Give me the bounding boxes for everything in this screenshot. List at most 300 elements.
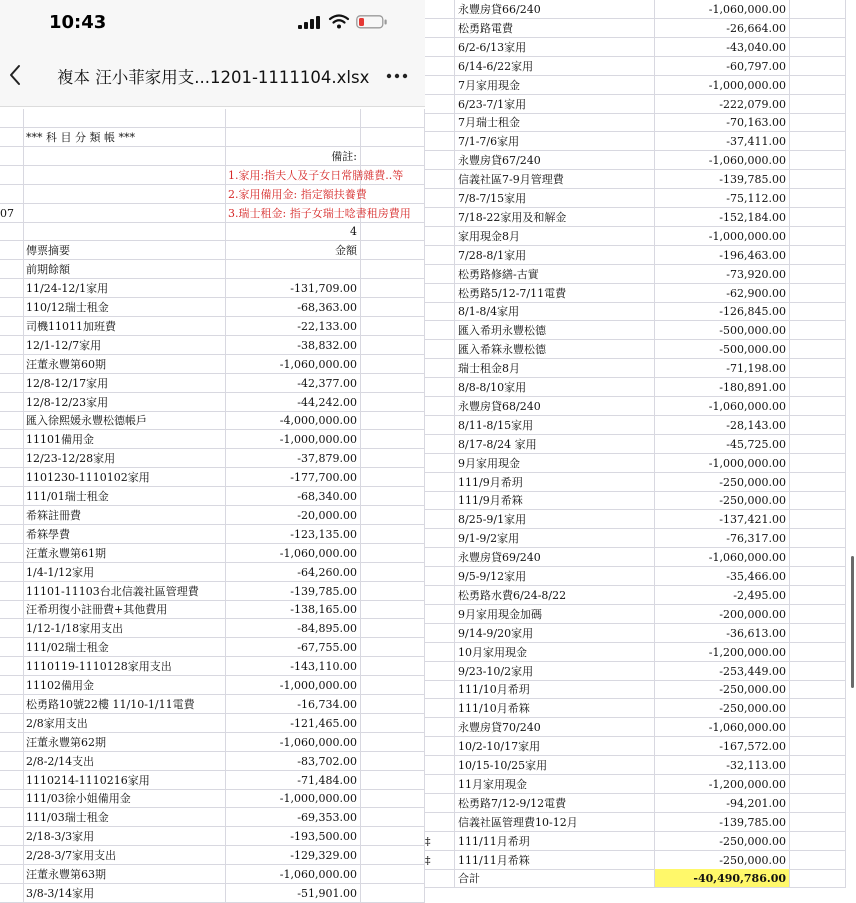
grid-cell[interactable] bbox=[790, 416, 846, 435]
grid-cell[interactable] bbox=[425, 0, 455, 19]
column-header-summary[interactable]: 傳票摘要 bbox=[24, 241, 226, 260]
grid-cell[interactable] bbox=[361, 827, 425, 846]
entry-summary[interactable]: 松勇路電費 bbox=[455, 19, 655, 38]
entry-summary[interactable]: 永豐房貸70/240 bbox=[455, 718, 655, 737]
grid-cell[interactable] bbox=[425, 170, 455, 189]
entry-summary[interactable]: 111/9月希玥 bbox=[455, 473, 655, 492]
grid-cell[interactable] bbox=[0, 468, 24, 487]
entry-amount[interactable]: -1,000,000.00 bbox=[655, 454, 790, 473]
entry-summary[interactable]: 1110119-1110128家用支出 bbox=[24, 657, 226, 676]
entry-summary[interactable]: 9/14-9/20家用 bbox=[455, 624, 655, 643]
entry-amount[interactable]: -73,920.00 bbox=[655, 265, 790, 284]
entry-amount[interactable]: -250,000.00 bbox=[655, 832, 790, 851]
entry-summary[interactable]: 永豐房貸66/240 bbox=[455, 0, 655, 19]
entry-summary[interactable]: 111/11月希玥 bbox=[455, 832, 655, 851]
entry-summary[interactable]: 2/8家用支出 bbox=[24, 714, 226, 733]
entry-summary[interactable]: 6/14-6/22家用 bbox=[455, 57, 655, 76]
entry-amount[interactable]: -44,242.00 bbox=[226, 393, 361, 412]
entry-amount[interactable]: -68,363.00 bbox=[226, 298, 361, 317]
entry-summary[interactable]: 家用現金8月 bbox=[455, 227, 655, 246]
entry-summary[interactable]: 汪董永豐第63期 bbox=[24, 865, 226, 884]
grid-cell[interactable] bbox=[24, 147, 226, 166]
grid-cell[interactable] bbox=[425, 813, 455, 832]
grid-cell[interactable] bbox=[361, 619, 425, 638]
grid-cell[interactable] bbox=[425, 132, 455, 151]
grid-cell[interactable] bbox=[0, 241, 24, 260]
entry-summary[interactable]: 110/12瑞士租金 bbox=[24, 298, 226, 317]
grid-cell[interactable] bbox=[425, 95, 455, 114]
grid-cell[interactable] bbox=[790, 510, 846, 529]
entry-amount[interactable]: -177,700.00 bbox=[226, 468, 361, 487]
entry-summary[interactable]: 匯入希箖永豐松德 bbox=[455, 340, 655, 359]
grid-cell[interactable] bbox=[790, 491, 846, 510]
grid-cell[interactable] bbox=[361, 544, 425, 563]
entry-amount[interactable]: -76,317.00 bbox=[655, 529, 790, 548]
entry-amount[interactable]: -250,000.00 bbox=[655, 491, 790, 510]
grid-cell[interactable] bbox=[425, 397, 455, 416]
grid-cell[interactable] bbox=[425, 548, 455, 567]
entry-summary[interactable]: 12/1-12/7家用 bbox=[24, 336, 226, 355]
grid-cell[interactable] bbox=[790, 340, 846, 359]
grid-cell[interactable] bbox=[425, 699, 455, 718]
entry-amount[interactable]: -45,725.00 bbox=[655, 435, 790, 454]
grid-cell[interactable] bbox=[425, 113, 455, 132]
grid-cell[interactable] bbox=[361, 449, 425, 468]
entry-summary[interactable]: 1101230-1110102家用 bbox=[24, 468, 226, 487]
entry-amount[interactable]: -1,200,000.00 bbox=[655, 643, 790, 662]
entry-summary[interactable]: 12/8-12/17家用 bbox=[24, 374, 226, 393]
grid-cell[interactable] bbox=[361, 241, 425, 260]
entry-summary[interactable]: 2/18-3/3家用 bbox=[24, 827, 226, 846]
grid-cell[interactable] bbox=[0, 771, 24, 790]
entry-amount[interactable]: -1,060,000.00 bbox=[226, 865, 361, 884]
entry-amount[interactable]: -222,079.00 bbox=[655, 95, 790, 114]
grid-cell[interactable] bbox=[790, 869, 846, 888]
entry-amount[interactable]: -16,734.00 bbox=[226, 695, 361, 714]
entry-summary[interactable]: 汪希玥復小註冊費+其他費用 bbox=[24, 600, 226, 619]
grid-cell[interactable] bbox=[361, 185, 425, 204]
entry-amount[interactable]: -37,879.00 bbox=[226, 449, 361, 468]
grid-cell[interactable] bbox=[790, 76, 846, 95]
grid-cell[interactable] bbox=[361, 752, 425, 771]
grid-cell[interactable] bbox=[0, 808, 24, 827]
grid-cell[interactable] bbox=[0, 733, 24, 752]
entry-summary[interactable]: 司機11011加班費 bbox=[24, 317, 226, 336]
grid-cell[interactable] bbox=[425, 302, 455, 321]
grid-cell[interactable] bbox=[0, 109, 24, 128]
entry-amount[interactable]: -1,060,000.00 bbox=[655, 718, 790, 737]
grid-cell[interactable] bbox=[425, 265, 455, 284]
entry-amount[interactable]: -1,000,000.00 bbox=[226, 676, 361, 695]
entry-summary[interactable]: 9/23-10/2家用 bbox=[455, 662, 655, 681]
entry-summary[interactable]: 6/23-7/1家用 bbox=[455, 95, 655, 114]
grid-cell[interactable] bbox=[790, 378, 846, 397]
grid-cell[interactable] bbox=[425, 208, 455, 227]
entry-summary[interactable]: 汪董永豐第60期 bbox=[24, 355, 226, 374]
grid-cell[interactable] bbox=[790, 794, 846, 813]
grid-cell[interactable] bbox=[790, 851, 846, 870]
entry-amount[interactable]: -139,785.00 bbox=[655, 813, 790, 832]
entry-summary[interactable]: 松勇路7/12-9/12電費 bbox=[455, 794, 655, 813]
entry-amount[interactable]: -28,143.00 bbox=[655, 416, 790, 435]
entry-summary[interactable]: 松勇路10號22樓 11/10-1/11電費 bbox=[24, 695, 226, 714]
grid-cell[interactable] bbox=[0, 582, 24, 601]
entry-summary[interactable]: 瑞士租金8月 bbox=[455, 359, 655, 378]
grid-cell[interactable] bbox=[0, 449, 24, 468]
grid-cell[interactable] bbox=[790, 208, 846, 227]
grid-cell[interactable] bbox=[425, 189, 455, 208]
entry-amount[interactable]: -123,135.00 bbox=[226, 525, 361, 544]
grid-cell[interactable] bbox=[790, 473, 846, 492]
grid-cell[interactable] bbox=[0, 619, 24, 638]
grid-cell[interactable] bbox=[361, 128, 425, 147]
entry-amount[interactable]: -1,060,000.00 bbox=[226, 544, 361, 563]
entry-summary[interactable]: 10/2-10/17家用 bbox=[455, 737, 655, 756]
grid-cell[interactable] bbox=[361, 298, 425, 317]
grid-cell[interactable] bbox=[425, 624, 455, 643]
entry-summary[interactable]: 8/1-8/4家用 bbox=[455, 302, 655, 321]
entry-amount[interactable]: -1,060,000.00 bbox=[655, 0, 790, 19]
grid-cell[interactable] bbox=[24, 109, 226, 128]
grid-cell[interactable] bbox=[790, 756, 846, 775]
total-value[interactable]: -40,490,786.00 bbox=[655, 869, 790, 888]
grid-cell[interactable] bbox=[425, 794, 455, 813]
grid-cell[interactable] bbox=[0, 411, 24, 430]
entry-amount[interactable]: -67,755.00 bbox=[226, 638, 361, 657]
entry-summary[interactable]: 111/01瑞士租金 bbox=[24, 487, 226, 506]
grid-cell[interactable] bbox=[790, 265, 846, 284]
entry-summary[interactable]: 11101-11103台北信義社區管理費 bbox=[24, 582, 226, 601]
entry-amount[interactable]: -500,000.00 bbox=[655, 321, 790, 340]
entry-amount[interactable]: -143,110.00 bbox=[226, 657, 361, 676]
entry-amount[interactable]: -1,060,000.00 bbox=[226, 355, 361, 374]
grid-cell[interactable] bbox=[361, 525, 425, 544]
entry-amount[interactable]: -64,260.00 bbox=[226, 563, 361, 582]
entry-amount[interactable]: -71,198.00 bbox=[655, 359, 790, 378]
grid-cell[interactable] bbox=[361, 846, 425, 865]
entry-summary[interactable]: 6/2-6/13家用 bbox=[455, 38, 655, 57]
entry-amount[interactable]: -196,463.00 bbox=[655, 246, 790, 265]
grid-cell[interactable] bbox=[425, 586, 455, 605]
right-spreadsheet-grid[interactable] bbox=[425, 0, 856, 891]
entry-summary[interactable]: 永豐房貸69/240 bbox=[455, 548, 655, 567]
entry-summary[interactable]: 8/8-8/10家用 bbox=[455, 378, 655, 397]
entry-summary[interactable]: 8/17-8/24 家用 bbox=[455, 435, 655, 454]
entry-summary[interactable]: 11/24-12/1家用 bbox=[24, 279, 226, 298]
entry-summary[interactable]: 10月家用現金 bbox=[455, 643, 655, 662]
entry-amount[interactable]: -35,466.00 bbox=[655, 567, 790, 586]
grid-cell[interactable] bbox=[425, 737, 455, 756]
grid-cell[interactable] bbox=[226, 260, 361, 279]
grid-cell[interactable] bbox=[0, 279, 24, 298]
grid-cell[interactable] bbox=[0, 506, 24, 525]
grid-cell[interactable] bbox=[425, 435, 455, 454]
chevron-left-icon[interactable] bbox=[6, 62, 24, 88]
grid-cell[interactable] bbox=[0, 336, 24, 355]
entry-amount[interactable]: -193,500.00 bbox=[226, 827, 361, 846]
entry-amount[interactable]: -26,664.00 bbox=[655, 19, 790, 38]
entry-summary[interactable]: 111/9月希箖 bbox=[455, 491, 655, 510]
entry-summary[interactable]: 松勇路5/12-7/11電費 bbox=[455, 284, 655, 303]
entry-summary[interactable]: 2/28-3/7家用支出 bbox=[24, 846, 226, 865]
grid-cell[interactable] bbox=[790, 548, 846, 567]
grid-cell[interactable] bbox=[790, 567, 846, 586]
grid-cell[interactable] bbox=[361, 638, 425, 657]
grid-cell[interactable] bbox=[790, 246, 846, 265]
grid-cell[interactable] bbox=[361, 393, 425, 412]
left-spreadsheet-grid[interactable] bbox=[0, 106, 425, 900]
entry-summary[interactable]: 7/8-7/15家用 bbox=[455, 189, 655, 208]
grid-cell[interactable] bbox=[790, 113, 846, 132]
entry-summary[interactable]: 松勇路修繕-古實 bbox=[455, 265, 655, 284]
grid-cell[interactable] bbox=[361, 506, 425, 525]
entry-amount[interactable]: -152,184.00 bbox=[655, 208, 790, 227]
grid-cell[interactable] bbox=[361, 600, 425, 619]
grid-cell[interactable] bbox=[361, 374, 425, 393]
grid-cell[interactable] bbox=[790, 19, 846, 38]
entry-amount[interactable]: -250,000.00 bbox=[655, 680, 790, 699]
grid-cell[interactable] bbox=[425, 718, 455, 737]
sheet-title[interactable]: *** 科 目 分 類 帳 *** bbox=[24, 128, 226, 147]
grid-cell[interactable] bbox=[361, 865, 425, 884]
entry-amount[interactable]: -250,000.00 bbox=[655, 473, 790, 492]
grid-cell[interactable] bbox=[361, 336, 425, 355]
count-value[interactable]: 4 bbox=[226, 222, 361, 241]
entry-amount[interactable]: -1,200,000.00 bbox=[655, 775, 790, 794]
entry-amount[interactable]: -1,060,000.00 bbox=[226, 733, 361, 752]
entry-amount[interactable]: -180,891.00 bbox=[655, 378, 790, 397]
grid-cell[interactable] bbox=[0, 695, 24, 714]
grid-cell[interactable] bbox=[361, 147, 425, 166]
grid-cell[interactable] bbox=[0, 147, 24, 166]
grid-cell[interactable] bbox=[790, 95, 846, 114]
grid-cell[interactable] bbox=[425, 57, 455, 76]
grid-cell[interactable] bbox=[0, 185, 24, 204]
grid-cell[interactable] bbox=[0, 600, 24, 619]
grid-cell[interactable] bbox=[0, 846, 24, 865]
grid-cell[interactable] bbox=[425, 416, 455, 435]
grid-cell[interactable] bbox=[361, 260, 425, 279]
grid-cell[interactable] bbox=[790, 57, 846, 76]
grid-cell[interactable]: ‡ bbox=[425, 832, 455, 851]
grid-cell[interactable] bbox=[425, 227, 455, 246]
grid-cell[interactable] bbox=[790, 227, 846, 246]
grid-cell[interactable] bbox=[0, 355, 24, 374]
grid-cell[interactable] bbox=[24, 204, 226, 223]
grid-cell[interactable] bbox=[425, 321, 455, 340]
grid-cell[interactable] bbox=[226, 128, 361, 147]
entry-summary[interactable]: 汪董永豐第61期 bbox=[24, 544, 226, 563]
entry-amount[interactable]: -250,000.00 bbox=[655, 699, 790, 718]
grid-cell[interactable] bbox=[790, 132, 846, 151]
entry-summary[interactable]: 9月家用現金加碼 bbox=[455, 605, 655, 624]
entry-amount[interactable]: -84,895.00 bbox=[226, 619, 361, 638]
grid-cell[interactable] bbox=[425, 643, 455, 662]
grid-cell[interactable] bbox=[0, 676, 24, 695]
grid-cell[interactable] bbox=[361, 487, 425, 506]
grid-cell[interactable] bbox=[361, 582, 425, 601]
grid-cell[interactable] bbox=[425, 19, 455, 38]
grid-cell[interactable]: ‡ bbox=[425, 851, 455, 870]
grid-cell[interactable] bbox=[361, 468, 425, 487]
grid-cell[interactable] bbox=[425, 510, 455, 529]
entry-summary[interactable]: 7/28-8/1家用 bbox=[455, 246, 655, 265]
grid-cell[interactable] bbox=[0, 430, 24, 449]
entry-summary[interactable]: 1/4-1/12家用 bbox=[24, 563, 226, 582]
grid-cell[interactable] bbox=[790, 189, 846, 208]
grid-cell[interactable] bbox=[425, 340, 455, 359]
entry-summary[interactable]: 1/12-1/18家用支出 bbox=[24, 619, 226, 638]
entry-amount[interactable]: -43,040.00 bbox=[655, 38, 790, 57]
grid-cell[interactable] bbox=[790, 359, 846, 378]
grid-cell[interactable] bbox=[0, 752, 24, 771]
entry-summary[interactable]: 111/10月希玥 bbox=[455, 680, 655, 699]
grid-cell[interactable] bbox=[0, 657, 24, 676]
entry-amount[interactable]: -71,484.00 bbox=[226, 771, 361, 790]
entry-amount[interactable]: -68,340.00 bbox=[226, 487, 361, 506]
grid-cell[interactable] bbox=[790, 302, 846, 321]
grid-cell[interactable] bbox=[790, 321, 846, 340]
grid-cell[interactable] bbox=[790, 662, 846, 681]
grid-cell[interactable] bbox=[790, 38, 846, 57]
entry-amount[interactable]: -94,201.00 bbox=[655, 794, 790, 813]
entry-summary[interactable]: 111/03徐小姐備用金 bbox=[24, 789, 226, 808]
entry-summary[interactable]: 匯入希玥永豐松德 bbox=[455, 321, 655, 340]
grid-cell[interactable] bbox=[24, 185, 226, 204]
entry-summary[interactable]: 希箖註冊費 bbox=[24, 506, 226, 525]
entry-amount[interactable]: -83,702.00 bbox=[226, 752, 361, 771]
entry-amount[interactable]: -126,845.00 bbox=[655, 302, 790, 321]
grid-cell[interactable] bbox=[790, 397, 846, 416]
entry-summary[interactable]: 111/10月希箖 bbox=[455, 699, 655, 718]
entry-summary[interactable]: 2/8-2/14支出 bbox=[24, 752, 226, 771]
grid-cell[interactable] bbox=[361, 695, 425, 714]
entry-amount[interactable]: -139,785.00 bbox=[655, 170, 790, 189]
entry-amount[interactable]: -1,000,000.00 bbox=[655, 76, 790, 95]
entry-amount[interactable]: -2,495.00 bbox=[655, 586, 790, 605]
grid-cell[interactable] bbox=[361, 355, 425, 374]
grid-cell[interactable] bbox=[425, 76, 455, 95]
entry-summary[interactable]: 11102備用金 bbox=[24, 676, 226, 695]
entry-amount[interactable]: -69,353.00 bbox=[226, 808, 361, 827]
grid-cell[interactable] bbox=[361, 657, 425, 676]
grid-cell[interactable] bbox=[425, 151, 455, 170]
entry-summary[interactable]: 7/1-7/6家用 bbox=[455, 132, 655, 151]
grid-cell[interactable] bbox=[361, 789, 425, 808]
entry-summary[interactable]: 111/03瑞士租金 bbox=[24, 808, 226, 827]
entry-summary[interactable]: 8/25-9/1家用 bbox=[455, 510, 655, 529]
entry-amount[interactable]: -1,060,000.00 bbox=[655, 548, 790, 567]
grid-cell[interactable] bbox=[425, 473, 455, 492]
grid-cell[interactable] bbox=[361, 109, 425, 128]
entry-amount[interactable]: -22,133.00 bbox=[226, 317, 361, 336]
grid-cell[interactable] bbox=[425, 869, 455, 888]
grid-cell[interactable] bbox=[361, 733, 425, 752]
note-label[interactable]: 備註: bbox=[226, 147, 361, 166]
entry-amount[interactable]: -121,465.00 bbox=[226, 714, 361, 733]
grid-cell[interactable] bbox=[790, 813, 846, 832]
edge-fragment[interactable]: 07 bbox=[0, 204, 24, 223]
entry-summary[interactable]: 9月家用現金 bbox=[455, 454, 655, 473]
grid-cell[interactable] bbox=[790, 775, 846, 794]
grid-cell[interactable] bbox=[425, 284, 455, 303]
grid-cell[interactable] bbox=[0, 128, 24, 147]
entry-amount[interactable]: -137,421.00 bbox=[655, 510, 790, 529]
entry-summary[interactable]: 1110214-1110216家用 bbox=[24, 771, 226, 790]
grid-cell[interactable] bbox=[0, 789, 24, 808]
grid-cell[interactable] bbox=[790, 680, 846, 699]
grid-cell[interactable] bbox=[0, 487, 24, 506]
grid-cell[interactable] bbox=[361, 222, 425, 241]
grid-cell[interactable] bbox=[0, 298, 24, 317]
entry-amount[interactable]: -200,000.00 bbox=[655, 605, 790, 624]
opening-balance-label[interactable]: 前期餘額 bbox=[24, 260, 226, 279]
entry-amount[interactable]: -36,613.00 bbox=[655, 624, 790, 643]
entry-summary[interactable]: 9/5-9/12家用 bbox=[455, 567, 655, 586]
entry-summary[interactable]: 3/8-3/14家用 bbox=[24, 884, 226, 903]
total-label[interactable]: 合計 bbox=[455, 869, 655, 888]
entry-amount[interactable]: -253,449.00 bbox=[655, 662, 790, 681]
grid-cell[interactable] bbox=[361, 676, 425, 695]
entry-summary[interactable]: 7月瑞士租金 bbox=[455, 113, 655, 132]
entry-summary[interactable]: 9/1-9/2家用 bbox=[455, 529, 655, 548]
grid-cell[interactable] bbox=[425, 605, 455, 624]
grid-cell[interactable] bbox=[790, 435, 846, 454]
entry-amount[interactable]: -70,163.00 bbox=[655, 113, 790, 132]
grid-cell[interactable] bbox=[0, 222, 24, 241]
entry-summary[interactable]: 12/8-12/23家用 bbox=[24, 393, 226, 412]
entry-summary[interactable]: 111/02瑞士租金 bbox=[24, 638, 226, 657]
entry-summary[interactable]: 希箖學費 bbox=[24, 525, 226, 544]
grid-cell[interactable] bbox=[790, 832, 846, 851]
grid-cell[interactable] bbox=[425, 491, 455, 510]
grid-cell[interactable] bbox=[425, 662, 455, 681]
ellipsis-icon[interactable] bbox=[386, 73, 408, 79]
grid-cell[interactable] bbox=[425, 359, 455, 378]
grid-cell[interactable] bbox=[0, 525, 24, 544]
grid-cell[interactable] bbox=[425, 529, 455, 548]
entry-summary[interactable]: 11月家用現金 bbox=[455, 775, 655, 794]
grid-cell[interactable] bbox=[0, 827, 24, 846]
grid-cell[interactable] bbox=[790, 529, 846, 548]
column-header-amount[interactable]: 金額 bbox=[226, 241, 361, 260]
grid-cell[interactable] bbox=[790, 624, 846, 643]
entry-amount[interactable]: -37,411.00 bbox=[655, 132, 790, 151]
entry-amount[interactable]: -500,000.00 bbox=[655, 340, 790, 359]
entry-summary[interactable]: 11101備用金 bbox=[24, 430, 226, 449]
entry-amount[interactable]: -20,000.00 bbox=[226, 506, 361, 525]
entry-summary[interactable]: 信義社區7-9月管理費 bbox=[455, 170, 655, 189]
entry-summary[interactable]: 7月家用現金 bbox=[455, 76, 655, 95]
grid-cell[interactable] bbox=[361, 430, 425, 449]
grid-cell[interactable] bbox=[425, 756, 455, 775]
grid-cell[interactable] bbox=[425, 38, 455, 57]
grid-cell[interactable] bbox=[790, 170, 846, 189]
entry-amount[interactable]: -51,901.00 bbox=[226, 884, 361, 903]
entry-amount[interactable]: -1,060,000.00 bbox=[655, 151, 790, 170]
entry-summary[interactable]: 永豐房貸68/240 bbox=[455, 397, 655, 416]
grid-cell[interactable] bbox=[790, 605, 846, 624]
grid-cell[interactable] bbox=[790, 718, 846, 737]
grid-cell[interactable] bbox=[0, 563, 24, 582]
grid-cell[interactable] bbox=[361, 279, 425, 298]
grid-cell[interactable] bbox=[0, 884, 24, 903]
grid-cell[interactable] bbox=[790, 284, 846, 303]
grid-cell[interactable] bbox=[425, 775, 455, 794]
grid-cell[interactable] bbox=[24, 222, 226, 241]
grid-cell[interactable] bbox=[0, 374, 24, 393]
grid-cell[interactable] bbox=[790, 0, 846, 19]
